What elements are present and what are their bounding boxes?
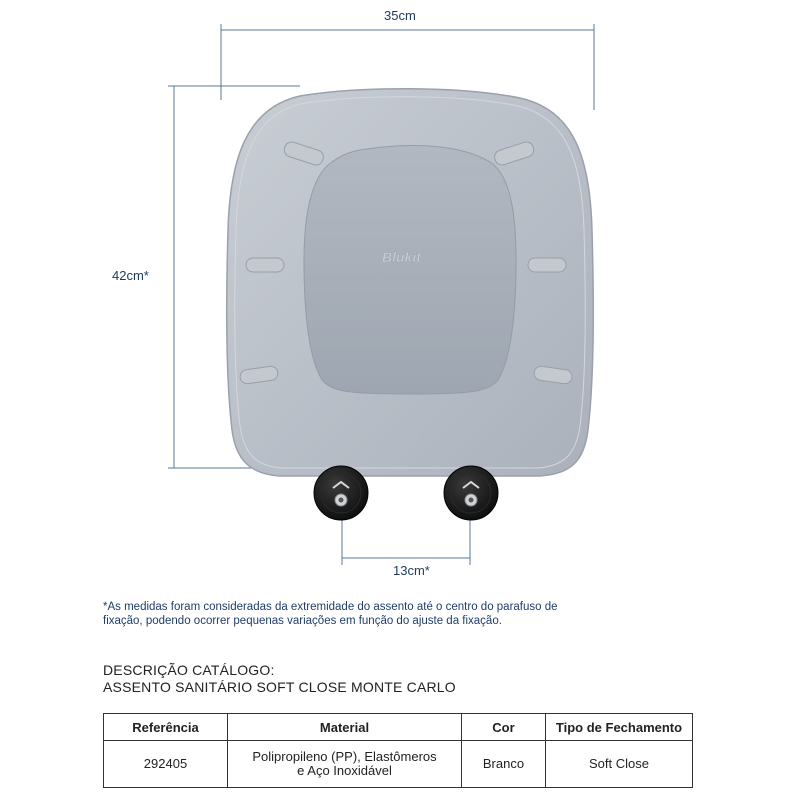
catalog-description <box>103 662 456 696</box>
hinge-left <box>314 466 368 520</box>
seat-inner-recess <box>304 146 516 394</box>
spec-table-header <box>104 714 693 741</box>
material-line-1: Polipropileno (PP), Elastômeros <box>252 749 437 764</box>
material-line-2: e Aço Inoxidável <box>297 763 392 778</box>
spec-table <box>103 713 693 788</box>
cell-referencia: 292405 <box>104 741 228 788</box>
cell-cor: Branco <box>462 741 546 788</box>
table-row <box>104 741 693 788</box>
header-material: Material <box>228 714 462 741</box>
header-cor: Cor <box>462 714 546 741</box>
cell-fechamento: Soft Close <box>546 741 693 788</box>
cell-material <box>228 741 462 788</box>
bolt-spacing-dimension-label: 13cm* <box>393 563 430 578</box>
header-referencia: Referência <box>104 714 228 741</box>
header-tipo-fechamento: Tipo de Fechamento <box>546 714 693 741</box>
catalog-product-name: ASSENTO SANITÁRIO SOFT CLOSE MONTE CARLO <box>103 679 456 695</box>
width-dimension-label: 35cm <box>384 8 416 23</box>
hinge-right <box>444 466 498 520</box>
height-dimension-label: 42cm* <box>112 268 149 283</box>
measurement-footnote: *As medidas foram consideradas da extremidade do assento até o centro do parafuso de fixação, podendo ocorrer pequenas variações em função do ajuste da fixação. <box>103 601 558 627</box>
catalog-heading: DESCRIÇÃO CATÁLOGO: <box>103 662 275 678</box>
brand-logo-emboss: Blukit <box>382 249 421 265</box>
